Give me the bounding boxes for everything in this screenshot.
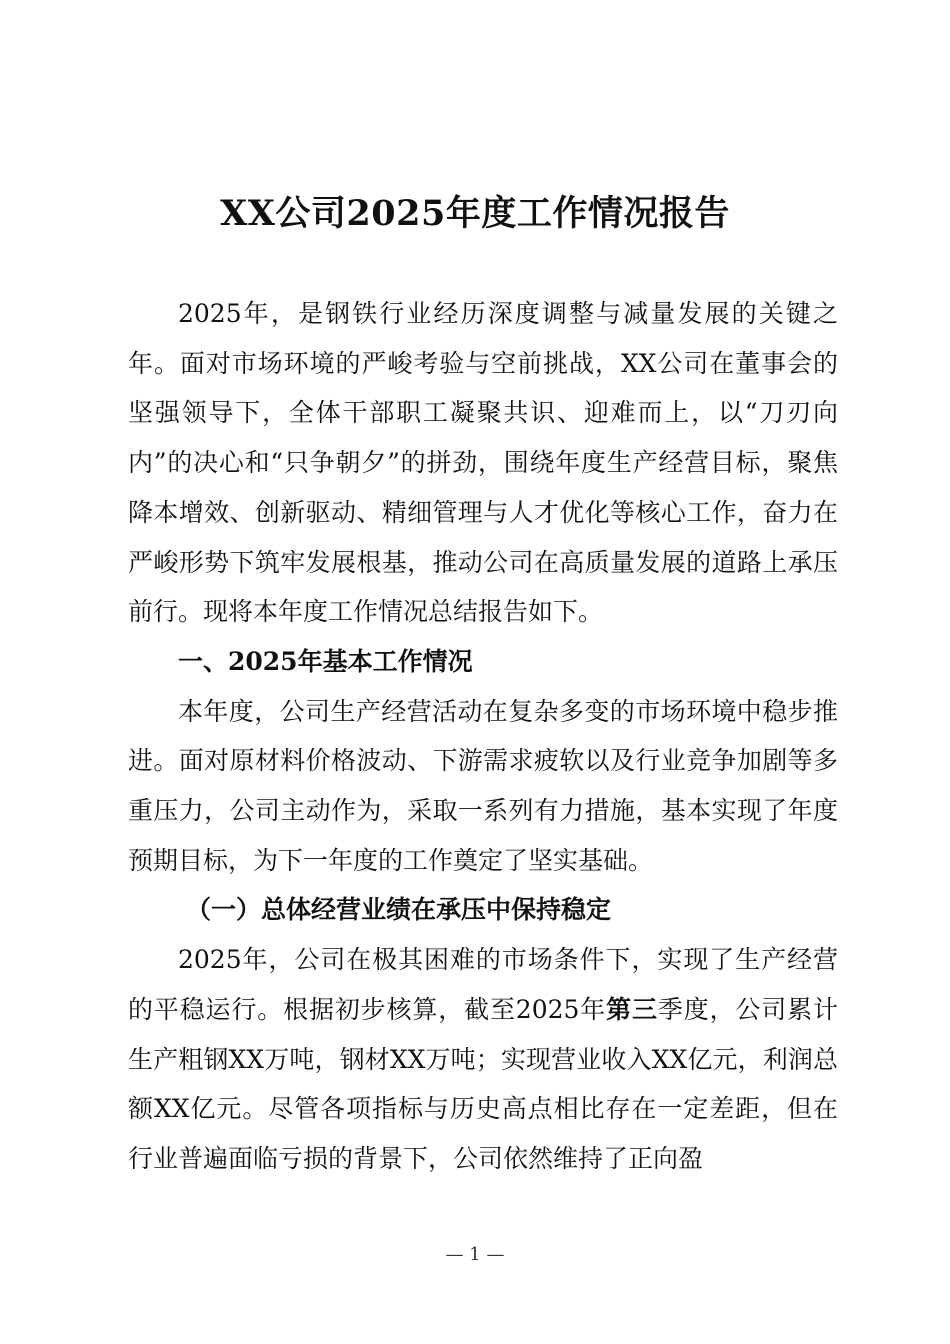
- performance-text-start: 2025年，公司在极其困难的市场条件下，实现了生产经营的平稳运行。根据初步核算，截至2025年: [128, 945, 838, 1024]
- section-heading: 一、2025年基本工作情况: [178, 646, 473, 676]
- page-number: — 1 —: [445, 1244, 505, 1265]
- document-body: [128, 289, 838, 1184]
- section-paragraph: 本年度，公司生产经营活动在复杂多变的市场环境中稳步推进。面对原材料价格波动、下游需求疲软以及行业竞争加剧等多重压力，公司主动作为，采取一系列有力措施，基本实现了年度预期目标，为下一年度的工作奠定了坚实基础。: [128, 696, 838, 875]
- subsection-heading: （一）总体经营业绩在承压中保持稳定: [186, 895, 612, 925]
- document-title: XX公司2025年度工作情况报告: [220, 193, 730, 234]
- intro-paragraph: 2025年，是钢铁行业经历深度调整与减量发展的关键之年。面对市场环境的严峻考验与空前挑战，XX公司在董事会的坚强领导下，全体干部职工凝聚共识、迎难而上，以“刀刃向内”的决心和“只争朝夕”的拼劲，围绕年度生产经营目标，聚焦降本增效、创新驱动、精细管理与人才优化等核心工作，奋力在严峻形势下筑牢发展根基，推动公司在高质量发展的道路上承压前行。现将本年度工作情况总结报告如下。: [128, 299, 838, 627]
- performance-paragraph: [128, 935, 838, 1184]
- emphasis-text: 第三: [606, 994, 658, 1024]
- performance-text-end: 季度，公司累计生产粗钢XX万吨，钢材XX万吨；实现营业收入XX亿元，利润总额XX亿元。尽管各项指标与历史高点相比存在一定差距，但在行业普遍面临亏损的背景下，公司依然维持了正向盈: [128, 994, 838, 1173]
